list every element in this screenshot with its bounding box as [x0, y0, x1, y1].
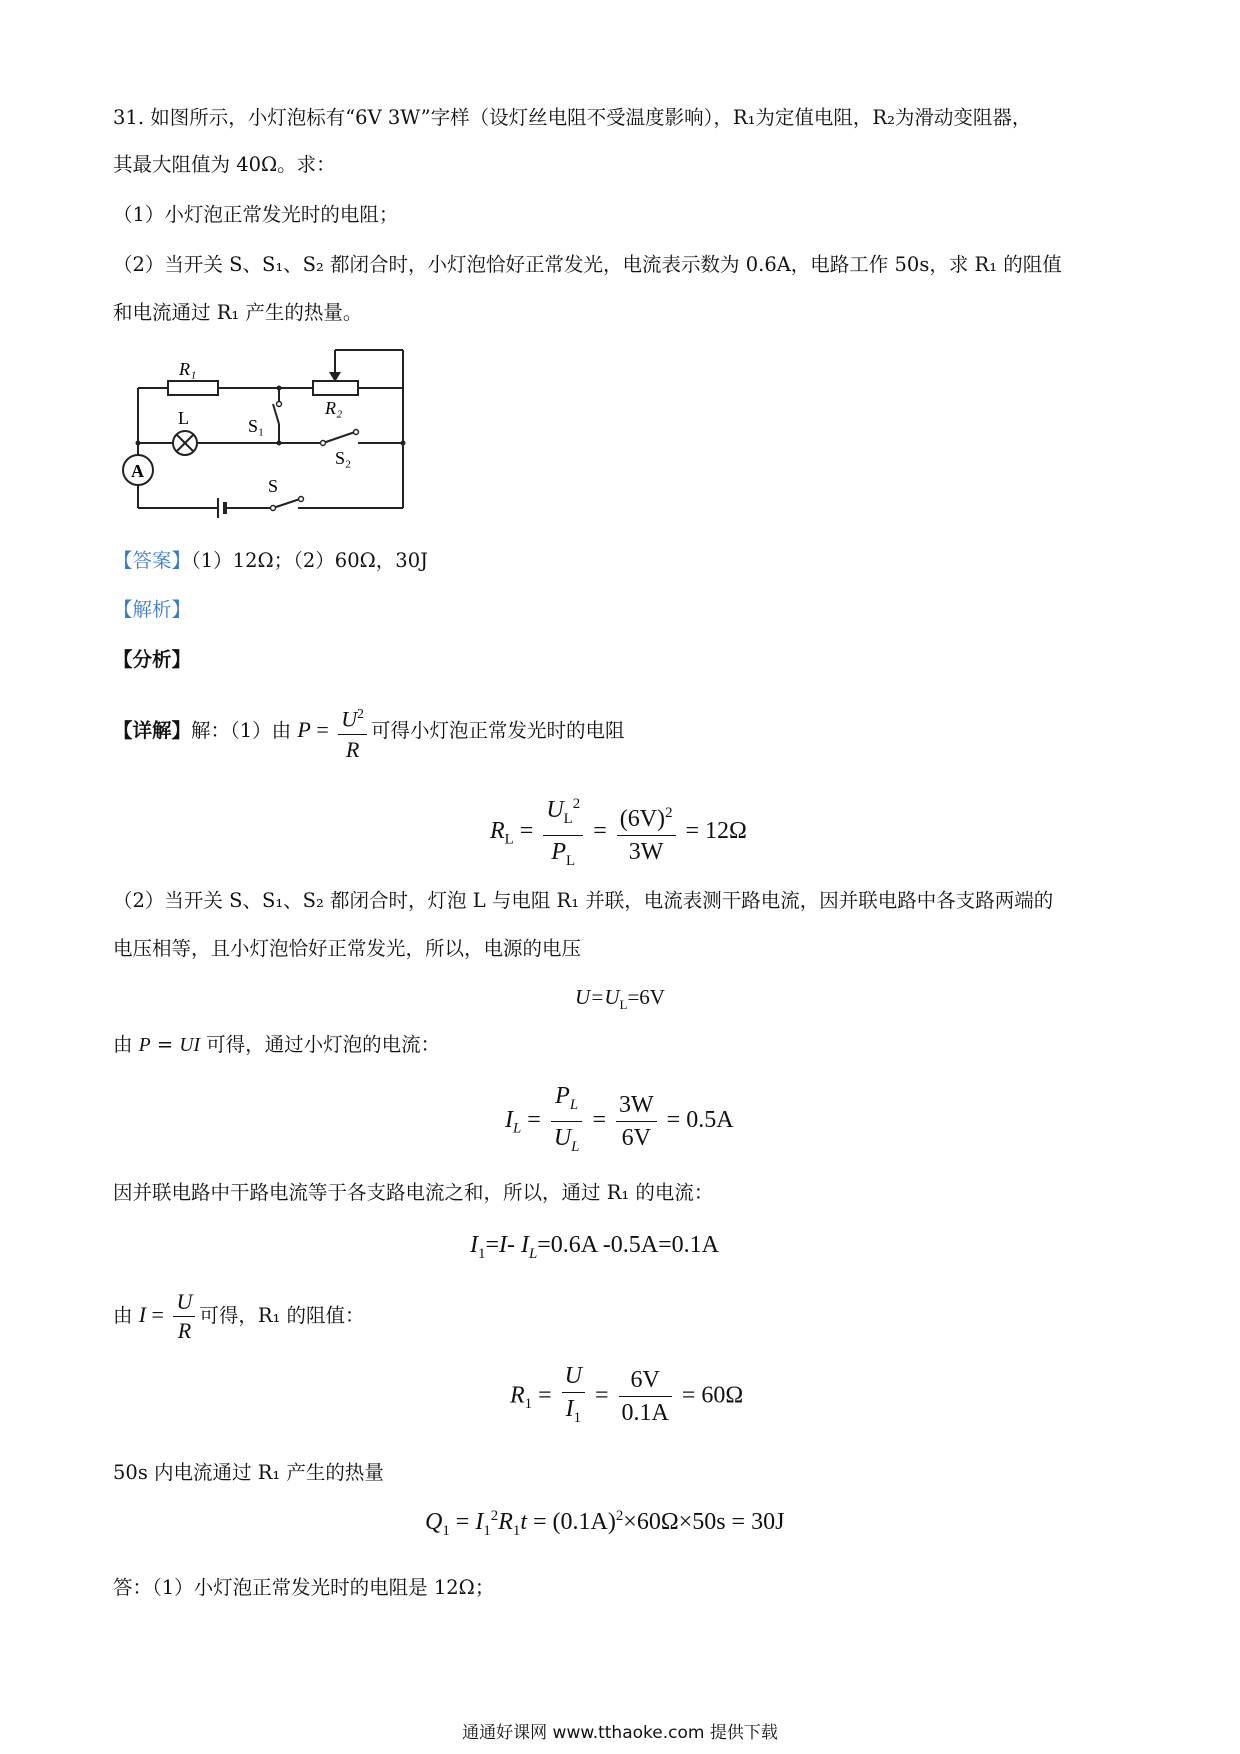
- ohm-line: 由 I = $\frac{U}{R}$ 可得，R₁ 的阻值：: [113, 1289, 365, 1344]
- question-part-1: （1）小灯泡正常发光时的电阻；: [113, 203, 399, 226]
- r2-label: R₂: [325, 398, 343, 418]
- detail-intro: [113, 700, 625, 763]
- parallel-current-line: 因并联电路中干路电流等于各支路电流之和，所以，通过 R₁ 的电流：: [113, 1181, 714, 1204]
- ammeter-label: A: [131, 461, 144, 481]
- p-ui-line: 由 P = UI 可得，通过小灯泡的电流：: [113, 1033, 441, 1056]
- footer-watermark: 通通好课网 www.tthaoke.com 提供下载: [462, 1723, 778, 1743]
- question-line-2: 其最大阻值为 40Ω。求：: [113, 153, 336, 176]
- question-line-1: 31. 如图所示，小灯泡标有“6V 3W”字样（设灯丝电阻不受温度影响），R₁为定值电阻，R₂为滑动变阻器，: [113, 106, 1032, 129]
- r1-resistor: [168, 381, 218, 395]
- detail-tag: 【详解】: [113, 719, 192, 742]
- question-part-2: （2）当开关 S、S₁、S₂ 都闭合时，小灯泡恰好正常发光，电流表示数为 0.6A，电路工作 50s，求 R₁ 的阻值: [113, 253, 1062, 276]
- answer-line: [113, 548, 428, 574]
- s1-label: S₁: [248, 416, 265, 436]
- part2-line-2: 电压相等，且小灯泡恰好正常发光，所以，电源的电压: [113, 937, 582, 960]
- equation-r1: $R_1$ = $\frac{U}{I_1}$ = $\frac{6V}{0.1A}$ = 60Ω: [510, 1363, 744, 1427]
- detail-intro-b: 可得小灯泡正常发光时的电阻: [370, 719, 625, 742]
- detail-intro-a: 解：（1）由: [191, 719, 292, 742]
- s-label: S: [268, 476, 279, 496]
- question-line-5: 和电流通过 R₁ 产生的热量。: [113, 301, 363, 324]
- heat-line: 50s 内电流通过 R₁ 产生的热量: [113, 1461, 384, 1484]
- part2-line-1: （2）当开关 S、S₁、S₂ 都闭合时，灯泡 L 与电阻 R₁ 并联，电流表测干路电流，因并联电路中各支路两端的: [113, 889, 1054, 912]
- analysis-tag: 【解析】: [113, 598, 192, 621]
- equation-i1: $I_1=I-$ $I_L=0.6A$ -0.5A=0.1A: [470, 1232, 719, 1262]
- answer-text: （1）12Ω；（2）60Ω，30J: [191, 549, 428, 572]
- answer-tag: 【答案】: [113, 549, 192, 572]
- power-formula: P = $\frac{U^2}{R}$: [297, 717, 371, 742]
- fenxi-tag: 【分析】: [113, 648, 192, 671]
- equation-rl: $R_L$ = $\frac{U_L^2}{P_L}$ = $\frac{(6V)^2}{3W}$ = 12Ω: [490, 790, 747, 875]
- final-answer-line: 答：（1）小灯泡正常发光时的电阻是 12Ω；: [113, 1576, 495, 1599]
- equation-q: $Q_1 = I_1^2R_1t = (0.1A)^2\times 60\Omega\times 50s = 30J$: [425, 1508, 785, 1539]
- equation-u: $U=U_L=6V$: [575, 985, 665, 1013]
- r2-rheostat: [313, 381, 358, 395]
- circuit-diagram: [113, 340, 423, 525]
- lamp-label: L: [178, 408, 189, 428]
- r1-label: R₁: [179, 359, 197, 379]
- equation-il: $I_L$ = $\frac{P_L}{U_L}$ = $\frac{3W}{6V}$ = 0.5A: [505, 1083, 734, 1155]
- s2-label: S₂: [335, 448, 352, 468]
